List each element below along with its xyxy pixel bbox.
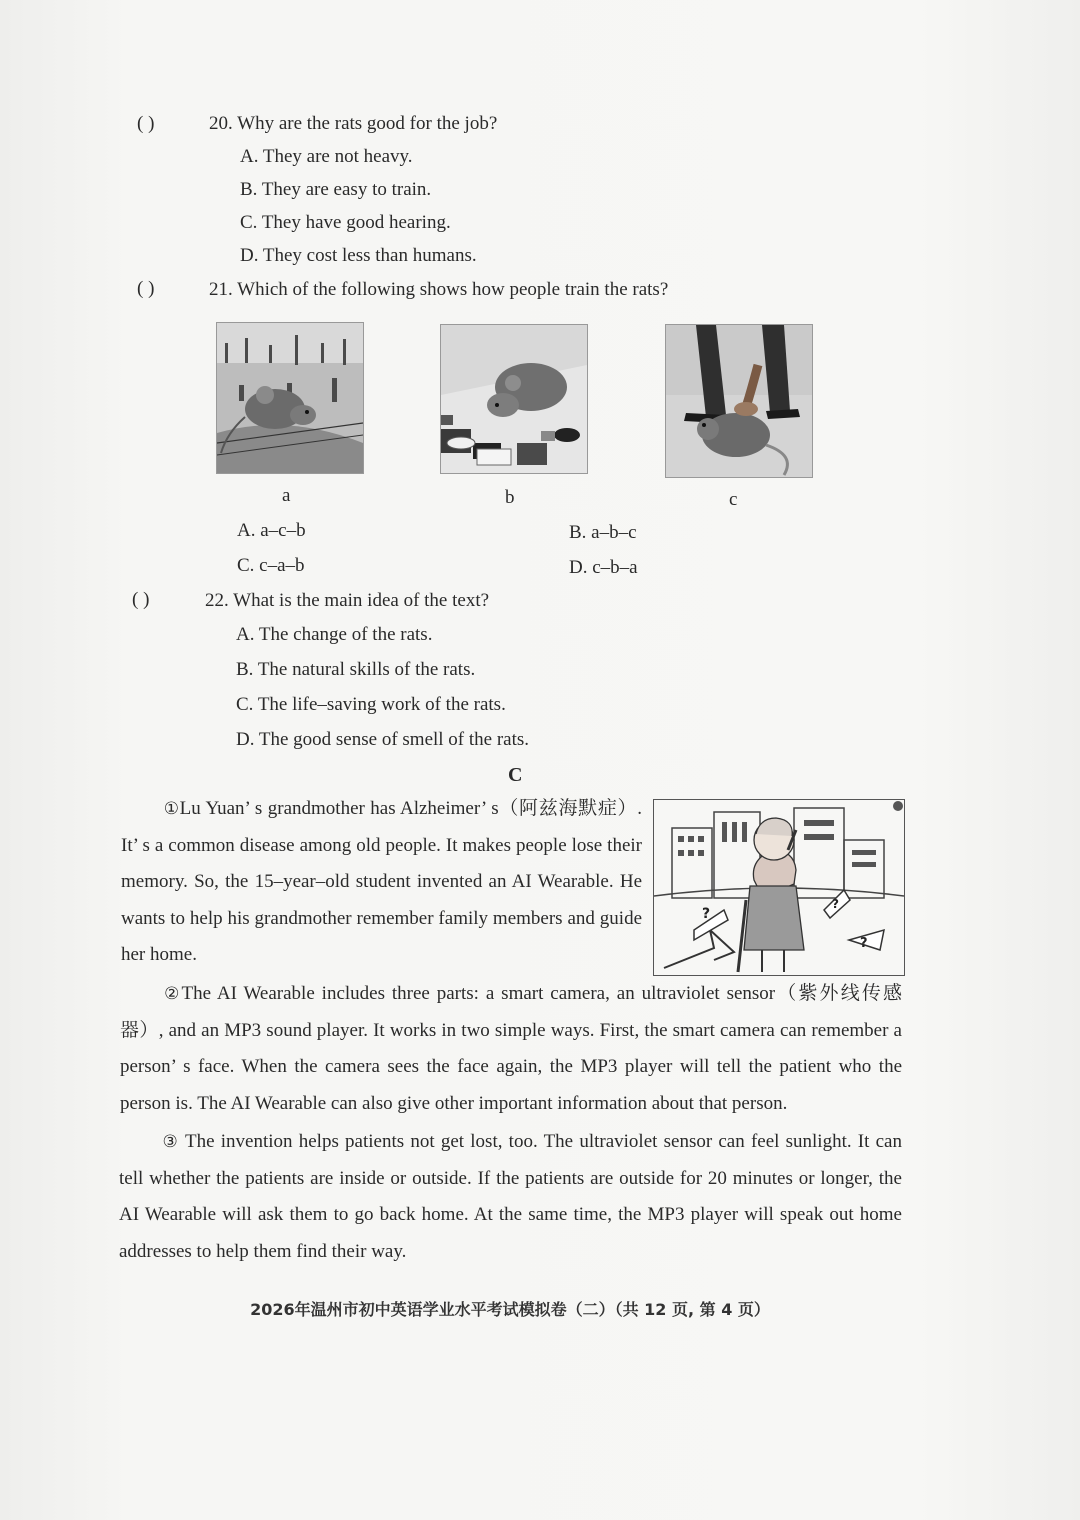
- q22-option-c: C. The life–saving work of the rats.: [236, 694, 506, 715]
- q20-option-b: B. They are easy to train.: [240, 179, 432, 200]
- paragraph-3: [119, 1124, 902, 1270]
- q22-option-a: A. The change of the rats.: [236, 624, 433, 645]
- question-22-stem: 22. What is the main idea of the text?: [205, 590, 490, 611]
- question-21-stem: 21. Which of the following shows how people train the rats?: [209, 279, 669, 300]
- q20-option-d: D. They cost less than humans.: [240, 245, 477, 266]
- answer-bracket-q22: ( ): [132, 589, 150, 610]
- paragraph-2-number: ②: [162, 984, 182, 1004]
- answer-bracket-q21: ( ): [137, 278, 155, 299]
- q20-option-c: C. They have good hearing.: [240, 212, 451, 233]
- svg-text:?: ?: [832, 897, 839, 911]
- q20-option-a: A. They are not heavy.: [240, 146, 413, 167]
- image-label-b: b: [505, 487, 515, 508]
- image-label-a: a: [282, 485, 291, 506]
- q22-option-b: B. The natural skills of the rats.: [236, 659, 476, 680]
- question-20-stem: 20. Why are the rats good for the job?: [209, 113, 498, 134]
- page-footer: 2026年温州市初中英语学业水平考试模拟卷（二）（共 12 页, 第 4 页）: [250, 1300, 770, 1319]
- rat-table-image: [440, 324, 588, 474]
- image-label-c: c: [729, 489, 738, 510]
- answer-bracket-q20: ( ): [137, 113, 155, 134]
- paragraph-1: [121, 791, 642, 974]
- paragraph-2: [120, 976, 902, 1122]
- q22-option-d: D. The good sense of smell of the rats.: [236, 729, 530, 750]
- q21-option-b: B. a–b–c: [569, 522, 637, 543]
- q21-option-c: C. c–a–b: [237, 555, 305, 576]
- paragraph-1-text: Lu Yuan’ s grandmother has Alzheimer’ s（阿兹海默症）. It’ s a common disease among old people. It makes people lose their memory. So, the 15–year–old student invented an AI Wearable. He wants to help his grandmother remember family members and guide her home.: [121, 798, 642, 965]
- paragraph-2-text: The AI Wearable includes three parts: a smart camera, an ultraviolet sensor（紫外线传感器）, and an MP3 sound player. It works in two simple ways. First, the smart camera can remember a person’ s face. When the camera sees the face again, the MP3 player will tell the patient who the person is. The AI Wearable can also give other important information about that person.: [120, 983, 902, 1114]
- rat-field-image: [216, 322, 364, 474]
- person-petting-rat-image: [665, 324, 813, 478]
- paragraph-3-number: ③: [161, 1132, 180, 1152]
- q21-option-a: A. a–c–b: [237, 520, 306, 541]
- svg-text:?: ?: [702, 906, 711, 922]
- grandmother-illustration: [653, 799, 905, 976]
- q21-option-d: D. c–b–a: [569, 557, 638, 578]
- svg-text:?: ?: [860, 936, 868, 951]
- paragraph-1-number: ①: [163, 799, 180, 819]
- section-letter: C: [508, 764, 523, 786]
- paragraph-3-text: The invention helps patients not get lost, too. The ultraviolet sensor can feel sunlight. It can tell whether the patients are inside or outside. If the patients are outside for 20 minutes or longer, the AI Wearable will ask them to go back home. At the same time, the MP3 player will speak out home addresses to help them find their way.: [119, 1131, 902, 1262]
